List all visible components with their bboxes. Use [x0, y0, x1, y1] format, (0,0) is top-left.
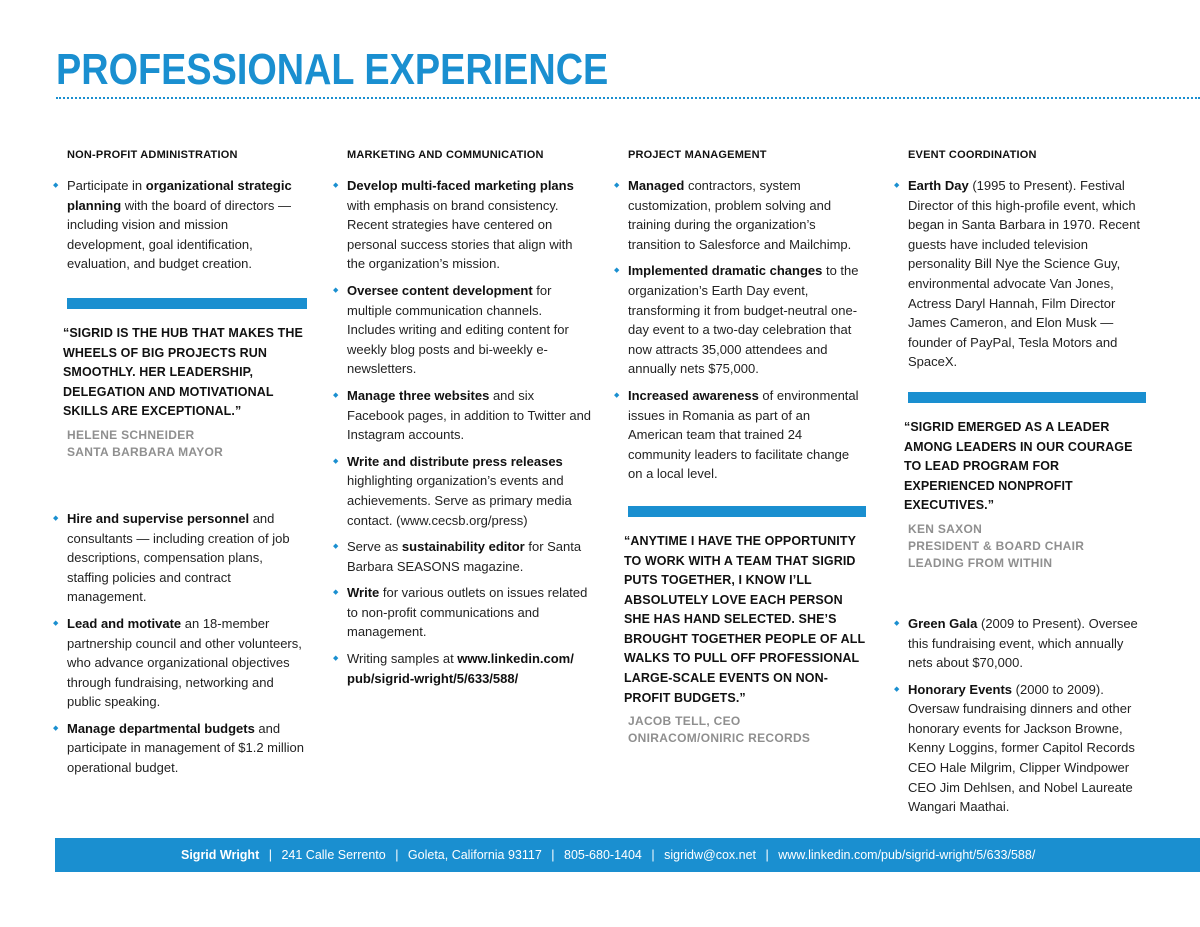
- list-item: ◆ Green Gala (2009 to Present). Oversee this fundraising event, which annually nets about $70,000.: [908, 614, 1146, 673]
- quote-text: “ANYTIME I HAVE THE OPPORTUNITY TO WORK WITH A TEAM THAT SIGRID PUTS TOGETHER, I KNOW I’LL ABSOLUTELY LOVE EACH PERSON SHE HAS HAND SELECTED. SHE’S BROUGHT TOGETHER PEOPLE OF ALL WALKS TO PULL OFF PROFESSIONAL LARGE-SCALE EVENTS ON NON-PROFIT BUDGETS.”: [624, 533, 865, 705]
- list-item: ◆ Implemented dramatic changes to the organization’s Earth Day event, transforming it from budget-neutral one-day event to a two-day celebration that now attracts 35,000 attendees and annually nets $75,000.: [628, 261, 866, 379]
- section-heading: PROJECT MANAGEMENT: [628, 149, 767, 161]
- quote-accent-bar: [628, 506, 866, 517]
- footer-address: 241 Calle Serrento: [281, 848, 386, 862]
- testimonial-quote: [904, 392, 1146, 572]
- column-marketing-and-communication: [347, 148, 592, 695]
- title-dotted-rule: [56, 97, 1200, 99]
- column-non-profit-administration: [63, 148, 307, 785]
- footer-contact-line: [55, 848, 1035, 862]
- footer-separator: |: [268, 848, 272, 862]
- page-title: PROFESSIONAL EXPERIENCE: [56, 45, 609, 94]
- bullet-list: [628, 176, 866, 484]
- list-item: ◆ Write and distribute press releases highlighting organization’s events and achievements. Serve as primary media contact. (www.cecsb.org/press): [347, 452, 592, 530]
- section-heading: MARKETING AND COMMUNICATION: [347, 149, 544, 161]
- section-heading: EVENT COORDINATION: [908, 149, 1037, 161]
- quote-text: “SIGRID IS THE HUB THAT MAKES THE WHEELS OF BIG PROJECTS RUN SMOOTHLY. HER LEADERSHIP, DELEGATION AND MOTIVATIONAL SKILLS ARE EXCEPTIONAL.”: [63, 325, 303, 419]
- list-item: ◆ Lead and motivate an 18-member partnership council and other volunteers, who advance organizational objectives through fundraising, networking and public speaking.: [67, 614, 307, 712]
- quote-source-org: LEADING FROM WITHIN: [908, 555, 1053, 570]
- footer-separator: |: [395, 848, 399, 862]
- list-item: ◆ Honorary Events (2000 to 2009). Oversaw fundraising dinners and other honorary events for Jackson Browne, Kenny Loggins, former Capitol Records CEO Hale Milgrim, Clipper Windpower CEO Jim Dehlsen, and Nobel Laureate Wangari Maathai.: [908, 680, 1146, 817]
- list-item: ◆ Hire and supervise personnel and consultants — including creation of job descriptions, compensation plans, staffing policies and contract management.: [67, 509, 307, 607]
- footer-city: Goleta, California 93117: [407, 848, 542, 862]
- quote-source-title: PRESIDENT & BOARD CHAIR: [908, 538, 1085, 553]
- writing-samples-link[interactable]: www.linkedin.com/ pub/sigrid-wright/5/633/588/: [347, 651, 574, 686]
- testimonial-quote: [624, 506, 866, 747]
- footer-separator: |: [765, 848, 769, 862]
- bullet-list: [67, 176, 307, 274]
- quote-text: “SIGRID EMERGED AS A LEADER AMONG LEADERS IN OUR COURAGE TO LEAD PROGRAM FOR EXPERIENCED NONPROFIT EXECUTIVES.”: [904, 419, 1133, 513]
- list-item: ◆ Manage three websites and six Facebook pages, in addition to Twitter and Instagram accounts.: [347, 386, 592, 445]
- list-item: ◆ Manage departmental budgets and participate in management of $1.2 million operational budget.: [67, 719, 307, 778]
- bullet-list: [67, 509, 307, 778]
- column-event-coordination: [904, 148, 1146, 824]
- list-item: ◆ Earth Day (1995 to Present). Festival Director of this high-profile event, which began in Santa Barbara in 1970. Recent guests have included television personality Bill Nye the Science Guy, environmental advocate Van Jones, Actress Daryl Hannah, Film Director James Cameron, and Elon Musk — founder of PayPal, Tesla Motors and SpaceX.: [908, 176, 1146, 372]
- footer-email-link[interactable]: sigridw@cox.net: [664, 848, 756, 862]
- list-item: ◆ Writing samples at www.linkedin.com/ pub/sigrid-wright/5/633/588/: [347, 649, 592, 688]
- testimonial-quote: [63, 298, 307, 461]
- list-item: ◆ Increased awareness of environmental issues in Romania as part of an American team that trained 24 community leaders to facilitate change on a local level.: [628, 386, 866, 484]
- quote-accent-bar: [67, 298, 307, 309]
- footer-linkedin-link[interactable]: www.linkedin.com/pub/sigrid-wright/5/633/588/: [778, 848, 1036, 862]
- quote-source-title: SANTA BARBARA MAYOR: [67, 444, 224, 459]
- footer-phone: 805-680-1404: [564, 848, 642, 862]
- list-item: ◆ Managed contractors, system customization, problem solving and training during the organization’s transition to Salesforce and Mailchimp.: [628, 176, 866, 254]
- footer-separator: |: [551, 848, 555, 862]
- contact-footer: [55, 838, 1200, 872]
- quote-source-name: HELENE SCHNEIDER: [67, 427, 195, 442]
- quote-source-name: JACOB TELL, CEO: [628, 714, 741, 729]
- bullet-list: [347, 176, 592, 688]
- section-heading: NON-PROFIT ADMINISTRATION: [67, 149, 238, 161]
- quote-source-name: KEN SAXON: [908, 521, 983, 536]
- column-project-management: [624, 148, 866, 747]
- footer-separator: |: [651, 848, 655, 862]
- list-item: ◆ Oversee content development for multiple communication channels. Includes writing and editing content for weekly blog posts and bi-weekly e-newsletters.: [347, 281, 592, 379]
- quote-source-title: ONIRACOM/ONIRIC RECORDS: [628, 731, 811, 746]
- list-item: ◆ Participate in organizational strategic planning with the board of directors — including vision and mission development, goal identification, evaluation, and budget creation.: [67, 176, 307, 274]
- list-item: ◆ Write for various outlets on issues related to non-profit communications and management.: [347, 583, 592, 642]
- list-item: ◆ Serve as sustainability editor for Santa Barbara SEASONS magazine.: [347, 537, 592, 576]
- quote-accent-bar: [908, 392, 1146, 403]
- bullet-list: [908, 614, 1146, 817]
- footer-name: Sigrid Wright: [181, 848, 260, 862]
- list-item: ◆ Develop multi-faced marketing plans with emphasis on brand consistency. Recent strategies have centered on personal success stories that align with the organization’s mission.: [347, 176, 592, 274]
- bullet-list: [908, 176, 1146, 372]
